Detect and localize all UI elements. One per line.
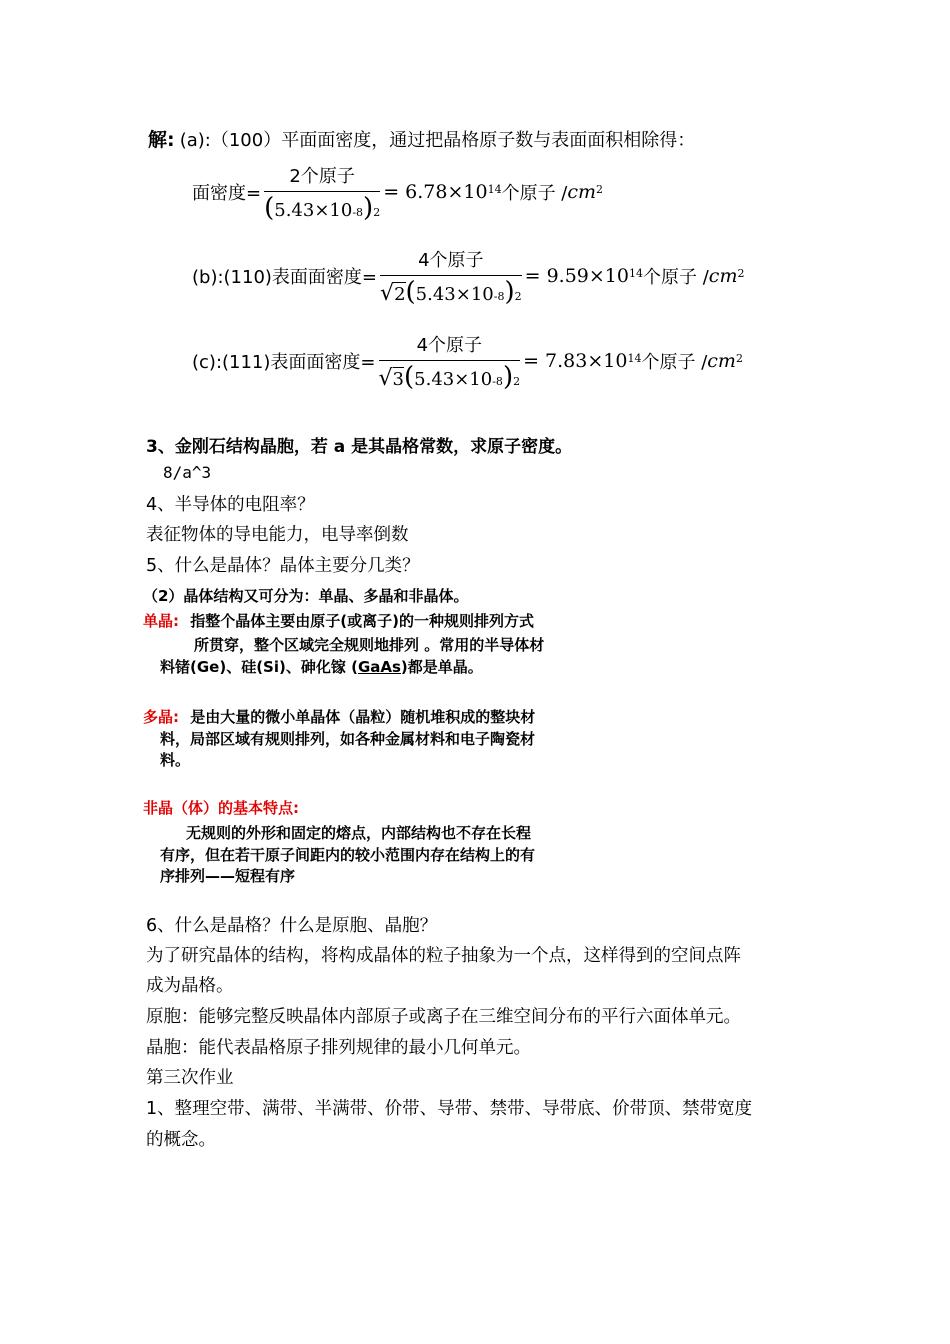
single-crystal-text3a: 料锗(Ge)、硅(Si)、砷化镓 ( [160,658,358,676]
amorphous-line3: 序排列——短程有序 [160,867,296,885]
amorphous-line2: 有序，但在若干原子间距内的较小范围内存在结构上的有 [160,846,536,864]
formula-b-label: (b):(110)表面面密度= [192,266,378,288]
poly-crystal-line2: 料，局部区域有规则排列，如各种金属材料和电子陶瓷材 [160,730,536,748]
solution-intro: (a):（100）平面面密度，通过把晶格原子数与表面面积相除得： [179,130,696,151]
formula-c-den-base: 5.43×10 [414,369,493,390]
formula-c [192,331,743,390]
formula-a-numerator: 2个原子 [289,166,355,187]
single-crystal-text1: 指整个晶体主要由原子(或离子)的一种规则排列方式 [190,612,534,630]
q6-line3: 原胞：能够完整反映晶体内部原子或离子在三维空间分布的平行六面体单元。 [146,1007,741,1027]
formula-b-result: = 9.59×10 [524,264,629,287]
formula-a [192,162,603,221]
formula-a-unit-pow: 2 [596,183,604,196]
formula-c-numerator: 4个原子 [416,335,483,356]
single-crystal-text3c: )都是单晶。 [400,658,483,676]
q6-line4: 晶胞：能代表晶格原子排列规律的最小几何单元。 [146,1038,531,1058]
formula-c-unit: 个原子 / [641,351,708,373]
amorphous-line1: 无规则的外形和固定的熔点，内部结构也不存在长程 [186,824,532,842]
formula-b-den-pow: 2 [514,290,522,303]
formula-c-sqrt: √ 3 [378,366,404,391]
q5-classify: （2）晶体结构又可分为：单晶、多晶和非晶体。 [143,587,469,605]
q6-title: 6、什么是晶格？什么是原胞、晶胞？ [146,916,438,936]
formula-b-den-base: 5.43×10 [415,284,494,305]
formula-c-denominator: √ 3 ( 5.43×10 $^{-8}$ ) $^2$ [378,362,521,392]
formula-a-den-exp: -8 [352,206,364,219]
formula-a-unit-cm: cm [567,180,597,203]
formula-b-den-exp: -8 [493,290,505,303]
formula-a-result: = 6.78×10 [383,180,488,203]
formula-b-result-exp: 14 [629,267,643,280]
formula-b-denominator: √ 2 ( 5.43×10 $^{-8}$ ) $^2$ [380,277,522,307]
formula-c-result-exp: 14 [627,352,642,365]
hw3-line2: 的概念。 [146,1130,216,1150]
formula-a-unit: 个原子 / [501,182,568,204]
formula-b-sqrt: √ 2 [380,281,406,306]
poly-crystal-label: 多晶: [143,708,179,726]
q3-title: 3、金刚石结构晶胞，若 a 是其晶格常数，求原子密度。 [146,437,573,457]
formula-c-fraction [379,331,521,390]
formula-a-denominator: ( 5.43×10 $^{-8}$ ) $^2$ [264,193,381,223]
formula-c-result: = 7.83×10 [523,349,628,372]
hw3-title: 第三次作业 [146,1068,234,1088]
formula-b-unit-pow: 2 [737,267,745,280]
q5-title: 5、什么是晶体？晶体主要分几类？ [146,556,420,576]
formula-a-fraction [264,162,380,221]
solution-prefix: 解: [148,129,175,151]
q4-title: 4、半导体的电阻率？ [146,495,315,515]
formula-b-fraction [380,246,522,305]
single-crystal-line2: 所贯穿，整个区域完全规则地排列 。常用的半导体材 [194,636,545,654]
q3-answer: 8/a^3 [163,463,212,482]
single-crystal-label: 单晶: [143,612,179,630]
amorphous-label: 非晶（体）的基本特点: [143,799,299,817]
formula-b-unit: 个原子 / [643,266,709,288]
single-crystal-line1 [143,610,534,631]
formula-a-den-base: 5.43×10 [274,200,353,221]
poly-crystal-line3: 料。 [160,751,191,769]
formula-a-result-exp: 14 [487,183,502,196]
formula-c-unit-cm: cm [707,349,736,372]
formula-c-unit-pow: 2 [735,352,743,365]
gaas-link: GaAs [357,658,401,676]
q4-answer: 表征物体的导电能力，电导率倒数 [146,525,409,545]
formula-c-label: (c):(111)表面面密度= [192,351,376,373]
single-crystal-line3 [160,656,483,677]
formula-b [192,246,744,305]
formula-a-label: 面密度= [192,182,262,204]
formula-b-unit-cm: cm [708,264,738,287]
poly-crystal-text1: 是由大量的微小单晶体（晶粒）随机堆积成的整块材 [190,708,536,726]
formula-c-den-pow: 2 [513,375,521,388]
formula-b-numerator: 4个原子 [418,250,484,271]
q6-line1: 为了研究晶体的结构，将构成晶体的粒子抽象为一个点，这样得到的空间点阵 [146,946,741,966]
solution-intro-line [148,125,695,152]
poly-crystal-line1 [143,706,535,727]
formula-c-den-exp: -8 [492,375,503,388]
q6-line2: 成为晶格。 [146,976,234,996]
formula-a-den-pow: 2 [373,206,381,219]
hw3-line1: 1、整理空带、满带、半满带、价带、导带、禁带、导带底、价带顶、禁带宽度 [146,1099,753,1119]
